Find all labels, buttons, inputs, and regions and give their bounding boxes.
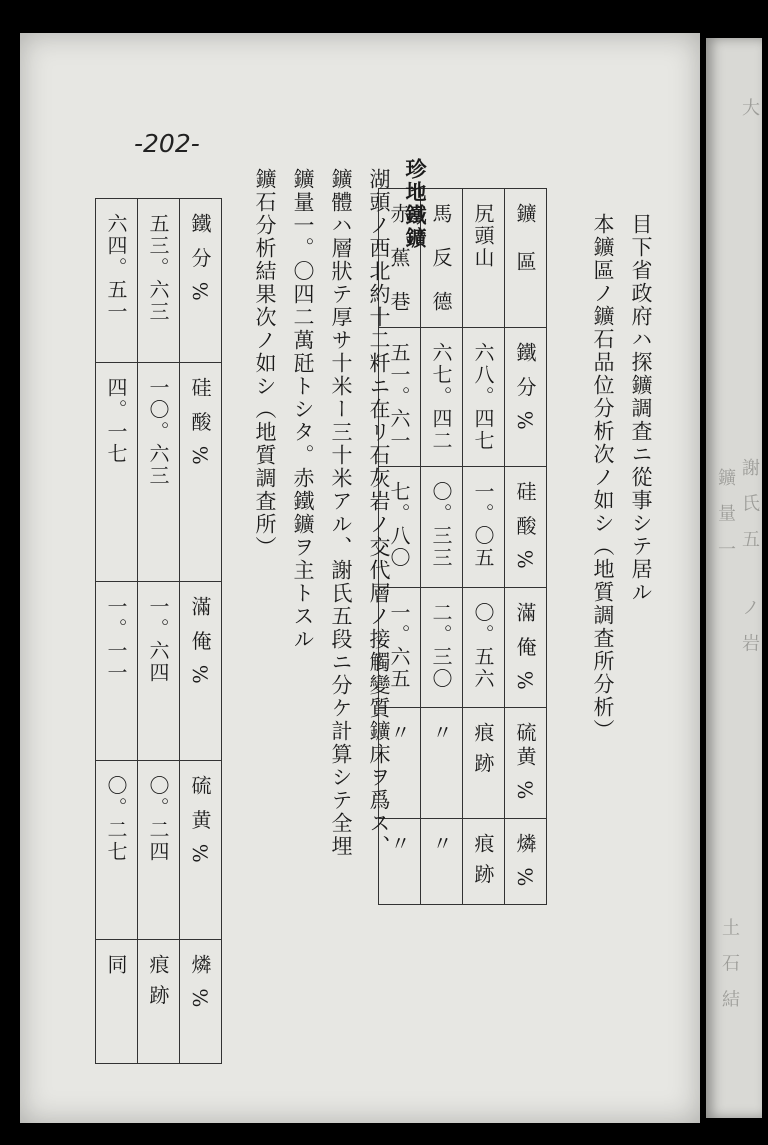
table-cell: 五一。六一 [379,328,421,467]
table-cell: 赤 蕉 巷 [379,189,421,328]
intro-line-1: 目下省政府ハ探鑛調査ニ從事シテ居ル [629,213,653,604]
table-cell: 〇。三三 [421,467,463,588]
table-cell: 六四。五一 [96,199,138,363]
table-cell: 七。八〇 [379,467,421,588]
table-cell: 痕 跡 [138,940,180,1064]
header-cell: 鑛 區 [505,189,547,328]
ore-grade-table-1 [378,188,547,905]
header-cell: 燐 % [180,940,222,1064]
header-cell: 燐 % [505,818,547,904]
body-line-4: 鑛石分析結果次ノ如シ（地質調査所） [253,168,277,559]
table-cell: 一。六四 [138,582,180,761]
table-header-row [180,199,222,1064]
table-cell: 痕 跡 [463,818,505,904]
next-page-fragment: 大 [739,98,760,122]
document-page [20,33,700,1123]
next-page-fragment: 鑛 量 一 [715,468,736,564]
table-cell: 〃 [379,708,421,818]
table-row [463,189,505,905]
table-cell: 〃 [379,818,421,904]
table-cell: 同 [96,940,138,1064]
table-cell: 四。一七 [96,363,138,582]
next-page-fragment: ノ 岩 [739,598,760,658]
header-cell: 滿 俺 % [180,582,222,761]
next-page-fragment: 謝 氏 五 [739,458,760,554]
table-row [96,199,138,1064]
table-row [421,189,463,905]
table-cell: 一〇。六三 [138,363,180,582]
table-cell: 〃 [421,818,463,904]
next-page-fragment: 土 石 結 [719,918,740,1014]
table-cell: 馬 反 德 [421,189,463,328]
adjacent-page-edge [706,38,762,1118]
table-cell: 六八。四七 [463,328,505,467]
header-cell: 滿 俺 % [505,587,547,708]
table-cell: 一。六五 [379,587,421,708]
header-cell: 鐵 分 % [505,328,547,467]
page-number: -202- [134,129,200,158]
ore-analysis-table-2 [95,198,222,1064]
table-cell: 一。一一 [96,582,138,761]
section-heading: 珍地鐵鑛 [403,158,428,250]
table-cell: 六七。四二 [421,328,463,467]
table-cell: 一。〇五 [463,467,505,588]
table-header-row [505,189,547,905]
header-cell: 硅 酸 % [505,467,547,588]
table-row [138,199,180,1064]
table-cell: 〇。二七 [96,761,138,940]
table-cell: 尻頭山 [463,189,505,328]
body-line-2: 鑛體ハ層狀テ厚サ十米ー三十米アル、謝氏五段ニ分ケ計算シテ全埋 [329,168,353,858]
header-cell: 硅 酸 % [180,363,222,582]
table-cell: 〇。二四 [138,761,180,940]
header-cell: 鐵 分 % [180,199,222,363]
body-line-3: 鑛量一。〇四二萬瓩トシタ。赤鐵鑛ヲ主トスル [291,168,315,651]
table-cell: 二。三〇 [421,587,463,708]
table-cell: 痕 跡 [463,708,505,818]
table-cell: 〃 [421,708,463,818]
body-line-1: 湖頭ノ西北約十二粁ニ在リ石灰岩ノ交代層ノ接觸變質鑛床ヲ爲ス、 [367,168,391,858]
table-cell: 〇。五六 [463,587,505,708]
header-cell: 硫 黄 % [180,761,222,940]
intro-line-2: 本鑛區ノ鑛石品位分析次ノ如シ（地質調査所分析） [591,213,615,742]
header-cell: 硫黄 % [505,708,547,818]
table-cell: 五三。六三 [138,199,180,363]
